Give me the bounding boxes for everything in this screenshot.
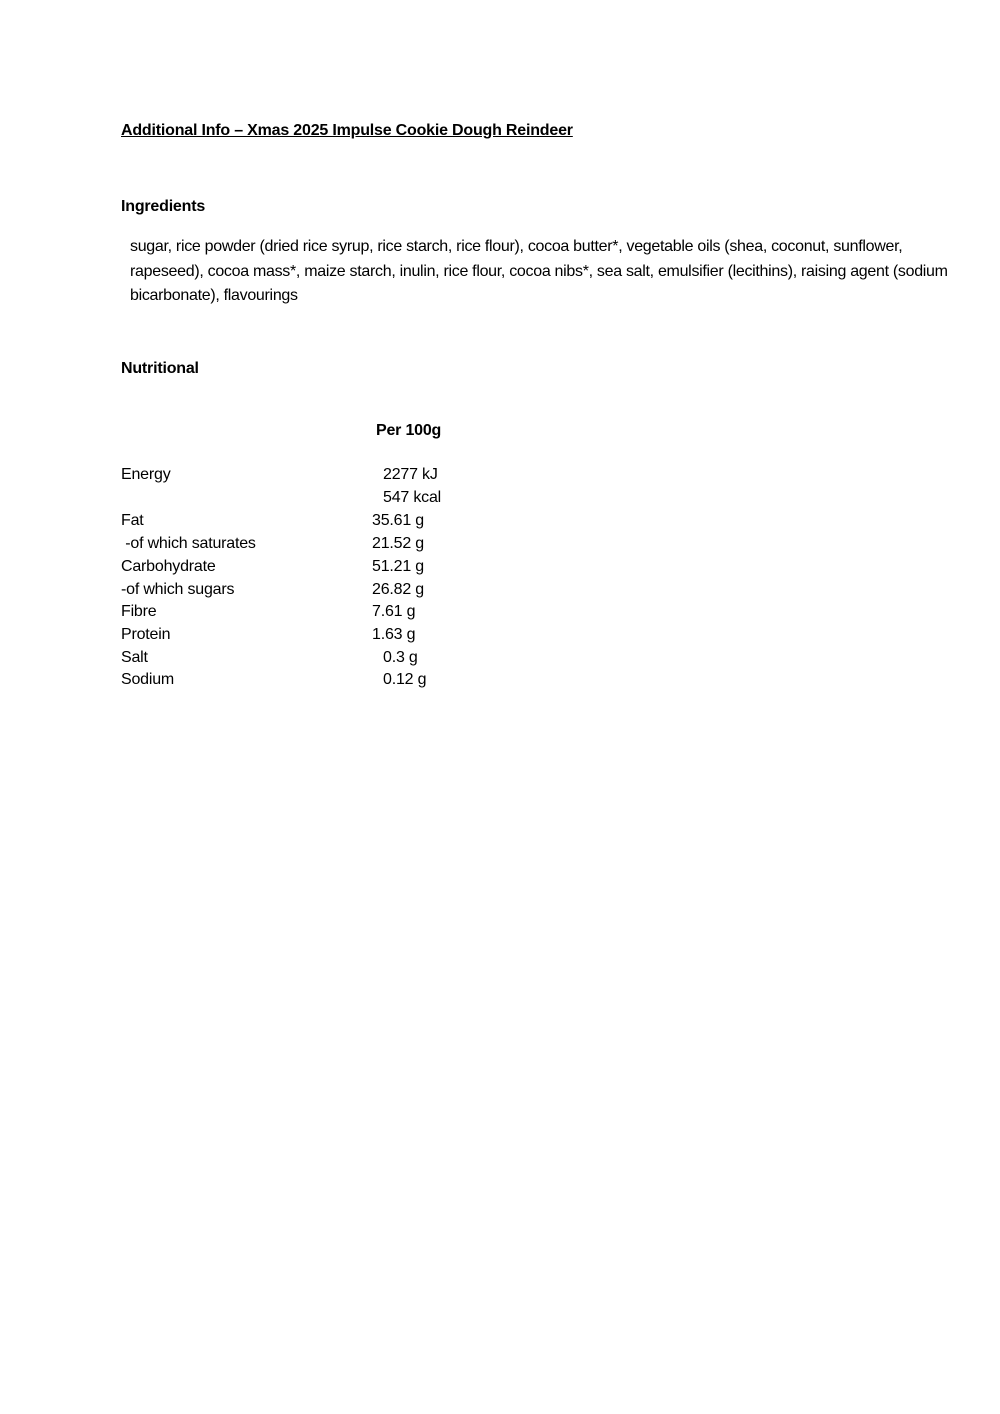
nutrition-label: Fat xyxy=(121,512,144,529)
nutrition-heading: Nutritional xyxy=(121,360,199,377)
nutrition-row-sugars xyxy=(121,581,541,604)
ingredients-text: sugar, rice powder (dried rice syrup, rice starch, rice flour), cocoa butter*, vegetable oils (shea, coconut, sunflower, rapeseed), cocoa mass*, maize starch, inulin, rice flour, cocoa nibs*, sea salt, emulsifier (lecithins), raising agent (sodium bicarbonate), flavourings xyxy=(130,238,948,304)
nutrition-label: -of which saturates xyxy=(121,535,256,552)
nutrition-label: -of which sugars xyxy=(121,581,235,598)
nutrition-value: 26.82 g xyxy=(372,581,424,598)
nutrition-value: 21.52 g xyxy=(372,535,424,552)
nutrition-value: 2277 kJ xyxy=(383,466,438,483)
nutrition-row-energy-kcal xyxy=(121,489,541,512)
nutrition-label: Energy xyxy=(121,466,171,483)
nutrition-row-carbohydrate xyxy=(121,558,541,581)
nutrition-label: Salt xyxy=(121,649,148,666)
document-title: Additional Info – Xmas 2025 Impulse Cookie Dough Reindeer xyxy=(121,122,573,139)
nutrition-row-energy-kj xyxy=(121,466,541,489)
nutrition-row-fat xyxy=(121,512,541,535)
nutrition-value: 7.61 g xyxy=(372,603,416,620)
per-100g-header: Per 100g xyxy=(376,422,442,439)
nutrition-row-protein xyxy=(121,626,541,649)
nutrition-value: 1.63 g xyxy=(372,626,416,643)
nutrition-label: Protein xyxy=(121,626,171,643)
nutrition-label: Carbohydrate xyxy=(121,558,216,575)
nutrition-row-saturates xyxy=(121,535,541,558)
nutrition-label: Fibre xyxy=(121,603,157,620)
nutrition-value: 0.3 g xyxy=(383,649,418,666)
nutrition-value: 0.12 g xyxy=(383,671,427,688)
nutrition-row-sodium xyxy=(121,671,541,694)
nutrition-value: 35.61 g xyxy=(372,512,424,529)
nutrition-label: Sodium xyxy=(121,671,175,688)
nutrition-value: 547 kcal xyxy=(383,489,441,506)
nutrition-row-salt xyxy=(121,649,541,672)
ingredients-heading: Ingredients xyxy=(121,198,206,215)
nutrition-value: 51.21 g xyxy=(372,558,424,575)
nutrition-row-fibre xyxy=(121,603,541,626)
